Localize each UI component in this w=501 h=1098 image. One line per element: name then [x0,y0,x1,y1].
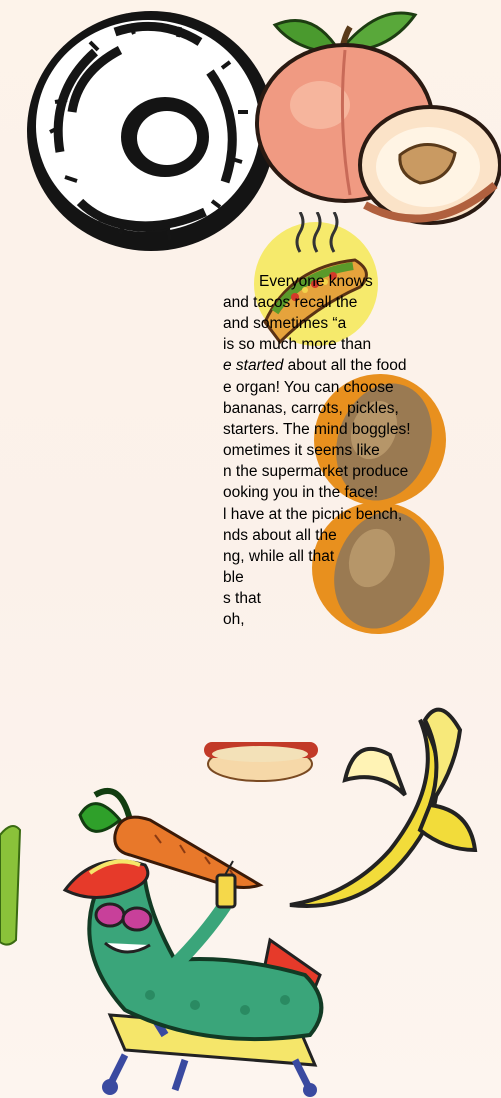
text-line: e started about all the food [223,357,407,374]
text-line: ooking you in the face! [223,484,379,501]
bagel-illustration [20,2,282,260]
text-line: and tacos recall the [223,294,358,311]
text-line: bananas, carrots, pickles, [223,400,399,417]
text-line: nds about all the [223,527,337,544]
peach-illustration [250,5,501,245]
cucumber-sliver-illustration [0,820,22,950]
pickle-character-illustration [55,835,375,1097]
text-line: s that [223,590,261,607]
text-line: and sometimes “a [223,315,347,332]
text-line: ble [223,569,244,586]
text-line: l have at the picnic bench, [223,506,403,523]
text-line: starters. The mind boggles! [223,421,411,438]
text-line: ng, while all that [223,548,335,565]
text-line: is so much more than [223,336,372,353]
text-line: oh, [223,611,245,628]
text-line: n the supermarket produce [223,463,409,480]
text-line: Everyone knows [259,273,373,290]
text-line: ometimes it seems like [223,442,380,459]
text-line: e organ! You can choose [223,379,394,396]
